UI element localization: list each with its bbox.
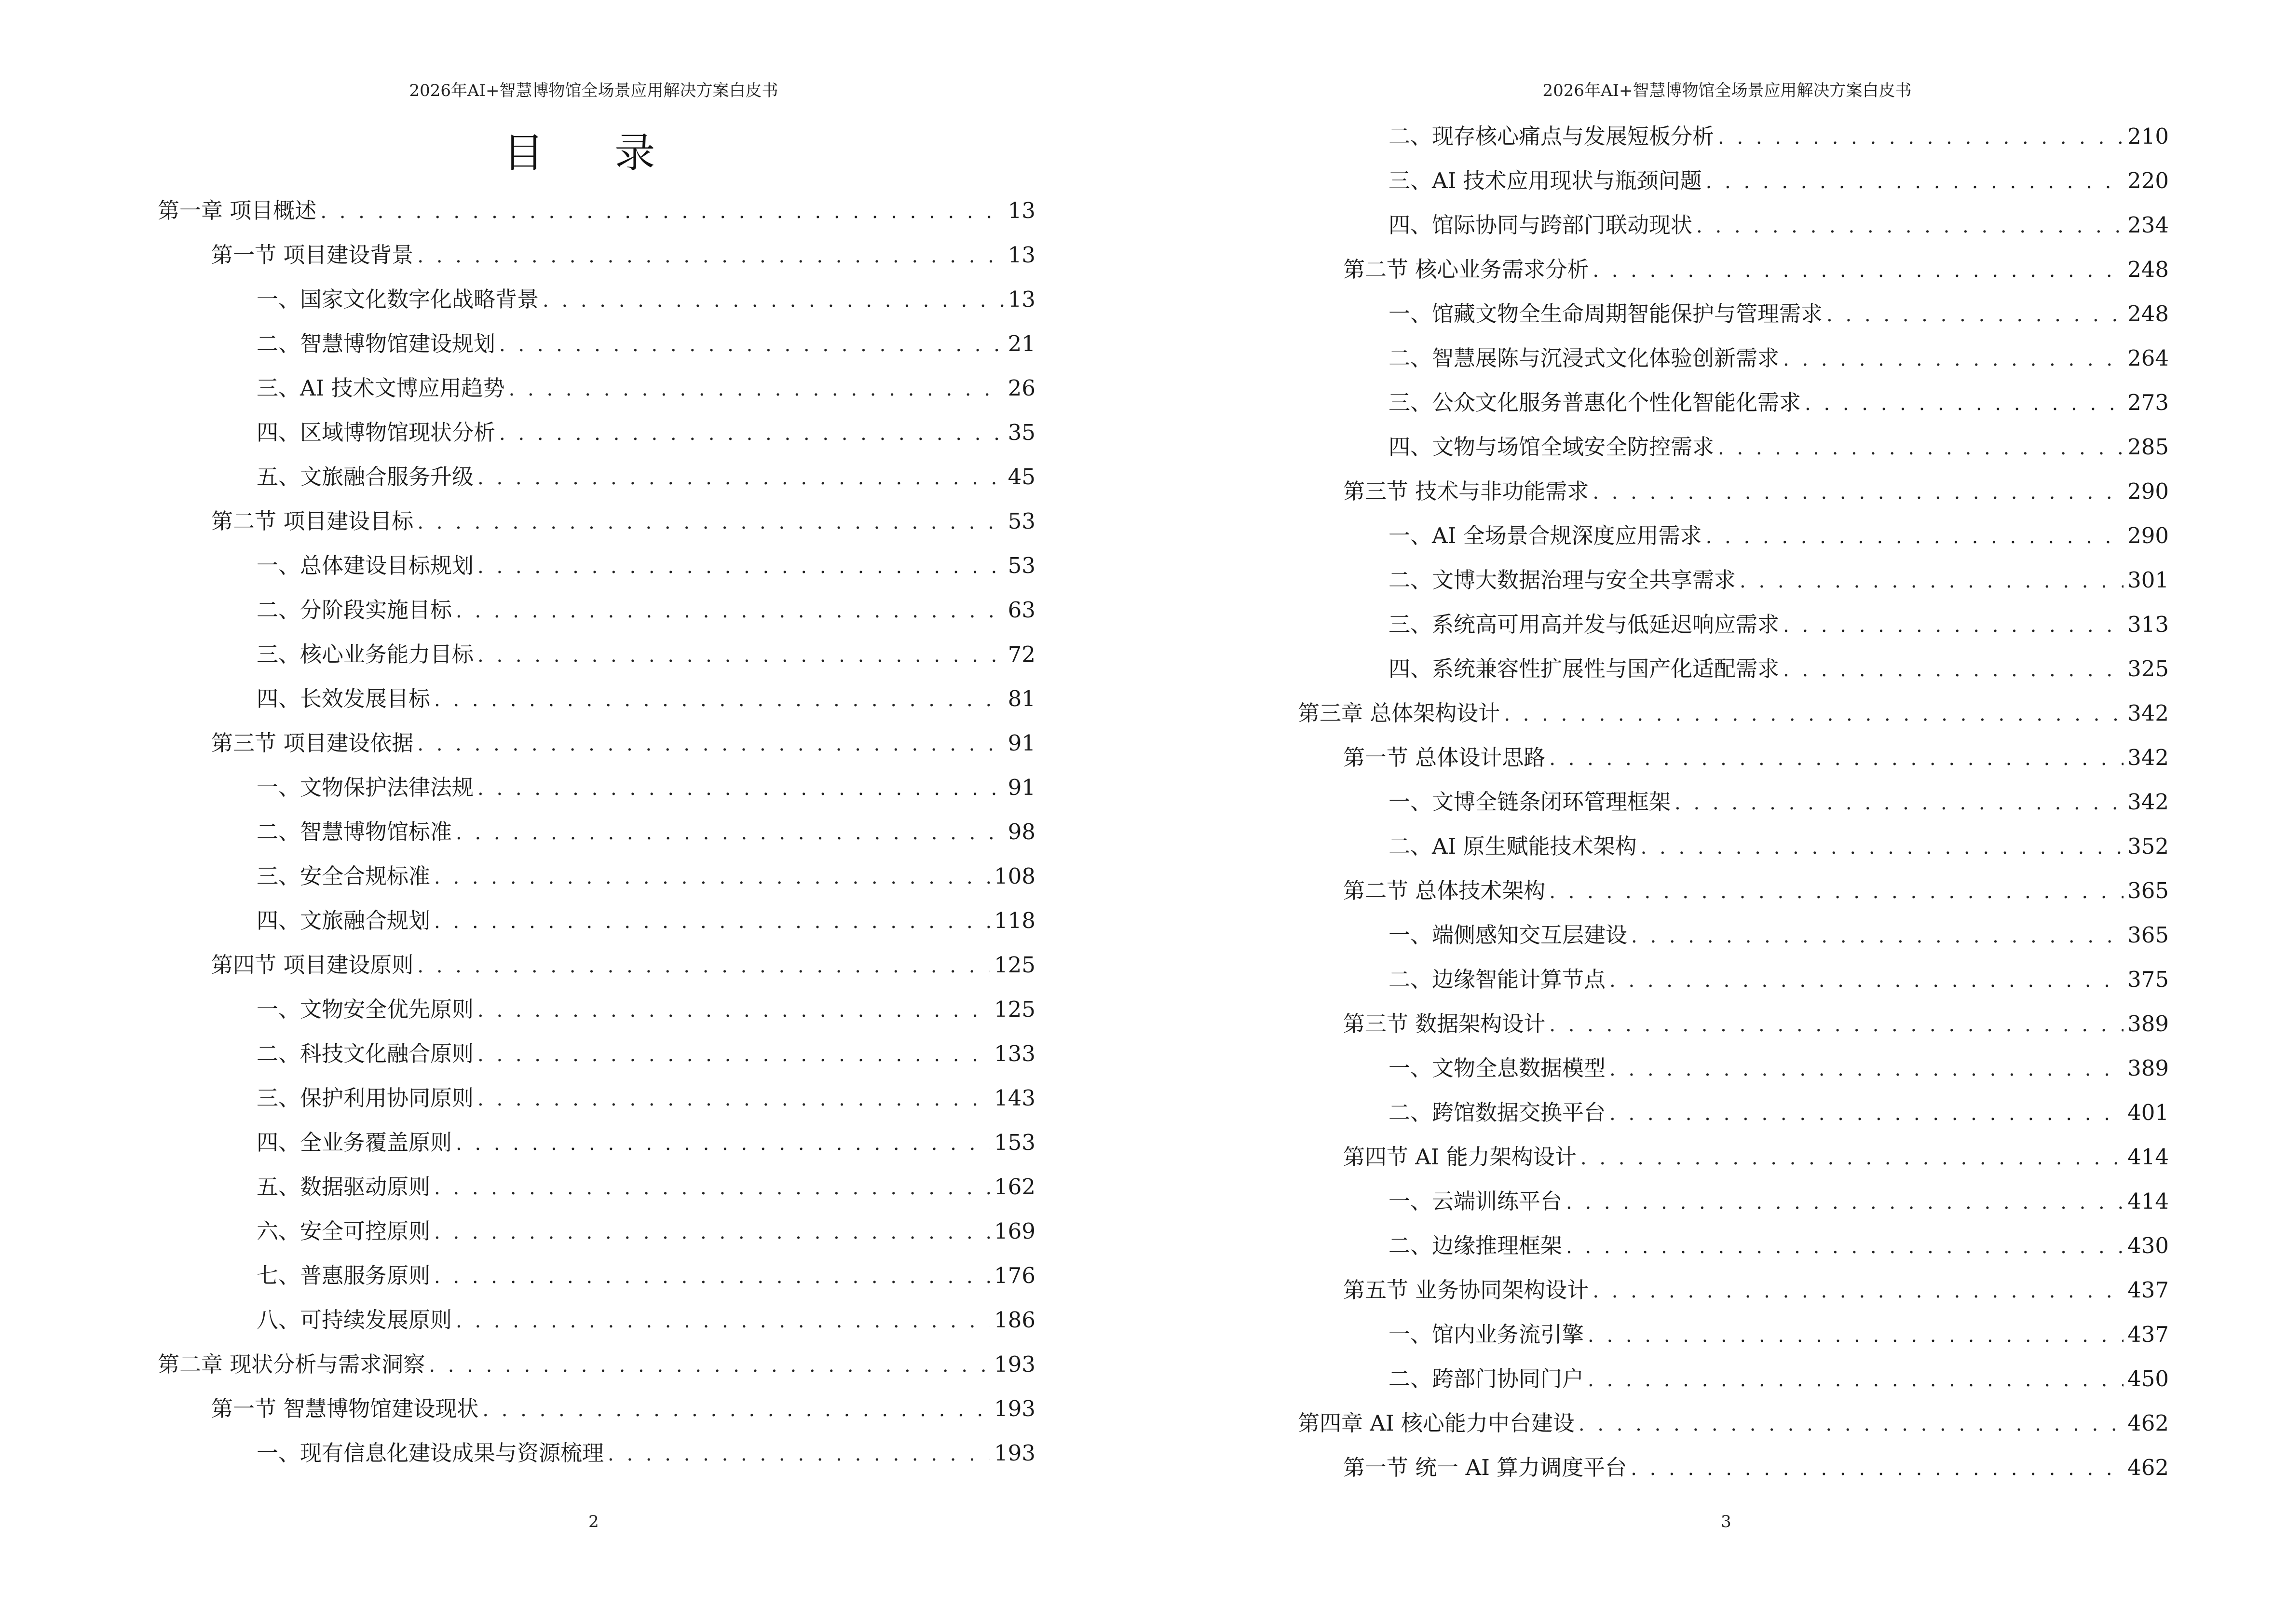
- toc-entry-section[interactable]: [1343, 474, 2169, 503]
- toc-entry-page: 108: [994, 863, 1035, 889]
- toc-entry-label: 八、可持续发展原则: [257, 1307, 452, 1333]
- toc-entry-page: 342: [2127, 700, 2169, 726]
- toc-entry-label: 三、公众文化服务普惠化个性化智能化需求: [1389, 390, 1801, 415]
- running-header: 2026年AI+智慧博物馆全场景应用解决方案白皮书: [1542, 81, 1912, 100]
- running-header: 2026年AI+智慧博物馆全场景应用解决方案白皮书: [409, 81, 778, 100]
- dot-leader: [1631, 925, 2124, 947]
- toc-entry-page: 63: [1007, 597, 1035, 623]
- toc-entry-page: 91: [1007, 730, 1035, 756]
- toc-entry-page: 414: [2127, 1144, 2169, 1170]
- toc-entry-page: 462: [2127, 1410, 2169, 1436]
- toc-entry-item[interactable]: [257, 859, 1035, 887]
- toc-entry-label: 第二章 现状分析与需求洞察: [158, 1351, 425, 1377]
- toc-entry-page: 125: [994, 952, 1035, 978]
- dot-leader: [417, 955, 990, 977]
- toc-entry-item[interactable]: [257, 415, 1035, 444]
- toc-entry-item[interactable]: [257, 637, 1035, 666]
- toc-entry-page: 186: [994, 1307, 1035, 1333]
- toc-entry-page: 414: [2127, 1188, 2169, 1214]
- dot-leader: [1609, 969, 2124, 992]
- toc-entry-label: 三、AI 技术应用现状与瓶颈问题: [1389, 168, 1702, 193]
- right-page: [1144, 0, 2287, 1624]
- dot-leader: [477, 644, 1004, 667]
- toc-entry-label: 第四节 AI 能力架构设计: [1343, 1144, 1577, 1170]
- dot-leader: [434, 866, 990, 888]
- toc-entry-item[interactable]: [1389, 119, 2169, 148]
- toc-entry-label: 六、安全可控原则: [257, 1218, 431, 1244]
- toc-entry-page: 365: [2127, 878, 2169, 903]
- toc-entry-label: 第三节 技术与非功能需求: [1343, 478, 1589, 504]
- dot-leader: [1593, 481, 2124, 504]
- dot-leader: [1566, 1236, 2124, 1258]
- toc-entry-page: 162: [994, 1174, 1035, 1200]
- toc-entry-page: 193: [994, 1440, 1035, 1466]
- toc-entry-item[interactable]: [1389, 1095, 2169, 1124]
- toc-entry-item[interactable]: [257, 1169, 1035, 1198]
- dot-leader: [1674, 792, 2124, 814]
- toc-entry-page: 389: [2127, 1055, 2169, 1081]
- toc-entry-page: 91: [1007, 775, 1035, 800]
- toc-entry-page: 401: [2127, 1100, 2169, 1125]
- toc-entry-label: 第四章 AI 核心能力中台建设: [1298, 1410, 1575, 1436]
- dot-leader: [1593, 259, 2124, 282]
- toc-entry-label: 二、智慧展陈与沉浸式文化体验创新需求: [1389, 345, 1780, 371]
- toc-entry-label: 一、文物安全优先原则: [257, 996, 474, 1022]
- toc-entry-page: 210: [2127, 123, 2169, 149]
- toc-entry-item[interactable]: [257, 770, 1035, 799]
- toc-entry-page: 290: [2127, 523, 2169, 548]
- toc-entry-item[interactable]: [1389, 163, 2169, 192]
- dot-leader: [429, 1354, 990, 1377]
- toc-entry-item[interactable]: [257, 1125, 1035, 1154]
- toc-entry-item[interactable]: [1389, 1228, 2169, 1257]
- toc-entry-section[interactable]: [211, 237, 1035, 266]
- toc-entry-label: 一、文物保护法律法规: [257, 775, 474, 800]
- toc-entry-item[interactable]: [257, 903, 1035, 932]
- toc-entry-label: 第四节 项目建设原则: [211, 952, 414, 978]
- toc-entry-item[interactable]: [257, 1080, 1035, 1109]
- page-number: 3: [1721, 1512, 1731, 1531]
- toc-entry-page: 273: [2127, 390, 2169, 415]
- toc-entry-item[interactable]: [257, 1036, 1035, 1065]
- toc-entry-section[interactable]: [1343, 873, 2169, 902]
- toc-entry-section[interactable]: [1343, 1139, 2169, 1168]
- toc-entry-page: 169: [994, 1218, 1035, 1244]
- toc-entry-item[interactable]: [1389, 296, 2169, 325]
- toc-entry-label: 四、全业务覆盖原则: [257, 1130, 452, 1155]
- dot-leader: [1718, 126, 2124, 149]
- toc-entry-label: 第一节 项目建设背景: [211, 242, 414, 268]
- toc-entry-page: 450: [2127, 1366, 2169, 1392]
- toc-entry-page: 430: [2127, 1233, 2169, 1258]
- toc-entry-label: 一、馆内业务流引擎: [1389, 1322, 1584, 1347]
- toc-entry-label: 三、系统高可用高并发与低延迟响应需求: [1389, 612, 1780, 637]
- toc-entry-label: 二、分阶段实施目标: [257, 597, 452, 623]
- dot-leader: [417, 245, 1004, 267]
- toc-entry-chapter[interactable]: [1298, 696, 2169, 724]
- dot-leader: [1706, 526, 2124, 548]
- toc-entry-item[interactable]: [1389, 341, 2169, 369]
- toc-entry-page: 35: [1007, 420, 1035, 445]
- toc-title: 目 录: [503, 129, 684, 177]
- toc-entry-label: 二、跨部门协同门户: [1389, 1366, 1584, 1392]
- toc-entry-item[interactable]: [1389, 1317, 2169, 1346]
- toc-entry-label: 二、边缘推理框架: [1389, 1233, 1563, 1258]
- dot-leader: [456, 1310, 990, 1332]
- dot-leader: [499, 423, 1004, 445]
- dot-leader: [1588, 1369, 2124, 1391]
- toc-entry-label: 七、普惠服务原则: [257, 1263, 431, 1288]
- dot-leader: [499, 334, 1004, 356]
- toc-entry-label: 第三章 总体架构设计: [1298, 700, 1500, 726]
- toc-entry-label: 四、长效发展目标: [257, 686, 431, 711]
- toc-entry-item[interactable]: [257, 282, 1035, 311]
- dot-leader: [1805, 393, 2124, 415]
- dot-leader: [1579, 1413, 2124, 1435]
- dot-leader: [1740, 570, 2124, 592]
- dot-leader: [482, 1399, 990, 1421]
- dot-leader: [417, 511, 1004, 533]
- toc-entry-label: 三、保护利用协同原则: [257, 1085, 474, 1111]
- toc-entry-label: 二、文博大数据治理与安全共享需求: [1389, 567, 1736, 593]
- toc-entry-page: 462: [2127, 1455, 2169, 1480]
- toc-entry-label: 一、端侧感知交互层建设: [1389, 922, 1628, 948]
- toc-entry-label: 第二节 项目建设目标: [211, 508, 414, 534]
- dot-leader: [477, 1088, 990, 1110]
- toc-entry-page: 98: [1007, 819, 1035, 845]
- toc-entry-item[interactable]: [257, 814, 1035, 843]
- dot-leader: [1718, 437, 2124, 459]
- toc-entry-label: 二、边缘智能计算节点: [1389, 967, 1606, 992]
- toc-entry-page: 248: [2127, 257, 2169, 282]
- toc-entry-page: 342: [2127, 745, 2169, 770]
- toc-entry-label: 二、智慧博物馆建设规划: [257, 331, 496, 356]
- toc-entry-page: 352: [2127, 833, 2169, 859]
- dot-leader: [434, 1177, 990, 1199]
- dot-leader: [608, 1443, 990, 1465]
- toc-entry-page: 285: [2127, 434, 2169, 460]
- dot-leader: [456, 600, 1004, 622]
- toc-entry-page: 176: [994, 1263, 1035, 1288]
- toc-entry-page: 45: [1007, 464, 1035, 490]
- toc-entry-section[interactable]: [1343, 1272, 2169, 1301]
- toc-entry-item[interactable]: [1389, 784, 2169, 813]
- dot-leader: [1631, 1458, 2124, 1480]
- toc-entry-item[interactable]: [257, 681, 1035, 710]
- toc-entry-item[interactable]: [1389, 962, 2169, 991]
- dot-leader: [1826, 304, 2124, 326]
- page-number: 2: [588, 1512, 599, 1531]
- toc-entry-label: 二、AI 原生赋能技术架构: [1389, 833, 1637, 859]
- toc-entry-label: 五、文旅融合服务升级: [257, 464, 474, 490]
- toc-entry-item[interactable]: [1389, 429, 2169, 458]
- toc-entry-item[interactable]: [1389, 829, 2169, 858]
- toc-entry-item[interactable]: [257, 459, 1035, 488]
- toc-entry-label: 二、智慧博物馆标准: [257, 819, 452, 845]
- dot-leader: [1706, 171, 2124, 193]
- dot-leader: [543, 289, 1004, 312]
- dot-leader: [1566, 1191, 2124, 1214]
- toc-entry-item[interactable]: [257, 1435, 1035, 1464]
- toc-entry-page: 13: [1007, 242, 1035, 268]
- toc-entry-item[interactable]: [257, 992, 1035, 1021]
- toc-entry-chapter[interactable]: [158, 193, 1035, 222]
- toc-entry-page: 193: [994, 1351, 1035, 1377]
- toc-entry-section[interactable]: [211, 504, 1035, 532]
- toc-entry-item[interactable]: [257, 548, 1035, 577]
- dot-leader: [477, 556, 1004, 578]
- toc-entry-label: 五、数据驱动原则: [257, 1174, 431, 1200]
- dot-leader: [1783, 348, 2124, 370]
- dot-leader: [1549, 748, 2124, 770]
- dot-leader: [1609, 1058, 2124, 1080]
- dot-leader: [1549, 1014, 2124, 1036]
- toc-entry-label: 二、跨馆数据交换平台: [1389, 1100, 1606, 1125]
- dot-leader: [434, 689, 1004, 711]
- toc-entry-page: 143: [994, 1085, 1035, 1111]
- toc-entry-label: 四、馆际协同与跨部门联动现状: [1389, 212, 1693, 238]
- toc-entry-section[interactable]: [1343, 1450, 2169, 1479]
- toc-entry-label: 四、文旅融合规划: [257, 908, 431, 933]
- toc-entry-chapter[interactable]: [158, 1347, 1035, 1376]
- toc-entry-label: 第一节 统一 AI 算力调度平台: [1343, 1455, 1627, 1480]
- dot-leader: [434, 1221, 990, 1243]
- toc-entry-label: 三、核心业务能力目标: [257, 641, 474, 667]
- dot-leader: [1609, 1103, 2124, 1125]
- dot-leader: [509, 378, 1004, 400]
- toc-entry-page: 72: [1007, 641, 1035, 667]
- dot-leader: [434, 911, 990, 933]
- toc-entry-label: 三、AI 技术文博应用趋势: [257, 375, 505, 401]
- toc-entry-page: 133: [994, 1041, 1035, 1066]
- toc-entry-section[interactable]: [211, 725, 1035, 754]
- toc-entry-page: 301: [2127, 567, 2169, 593]
- dot-leader: [456, 822, 1004, 844]
- toc-entry-label: 第二节 总体技术架构: [1343, 878, 1546, 903]
- toc-entry-item[interactable]: [1389, 607, 2169, 636]
- dot-leader: [477, 999, 990, 1022]
- toc-entry-page: 375: [2127, 967, 2169, 992]
- toc-entry-item[interactable]: [1389, 518, 2169, 547]
- toc-entry-chapter[interactable]: [1298, 1406, 2169, 1434]
- toc-entry-item[interactable]: [1389, 651, 2169, 680]
- toc-entry-item[interactable]: [1389, 207, 2169, 236]
- toc-entry-item[interactable]: [1389, 1184, 2169, 1213]
- toc-entry-label: 第三节 数据架构设计: [1343, 1011, 1546, 1037]
- toc-entry-label: 一、馆藏文物全生命周期智能保护与管理需求: [1389, 301, 1823, 327]
- toc-entry-page: 365: [2127, 922, 2169, 948]
- toc-entry-page: 21: [1007, 331, 1035, 356]
- dot-leader: [1588, 1324, 2124, 1347]
- toc-entry-page: 13: [1007, 198, 1035, 223]
- toc-entry-label: 一、国家文化数字化战略背景: [257, 287, 539, 312]
- toc-entry-label: 三、安全合规标准: [257, 863, 431, 889]
- toc-entry-item[interactable]: [1389, 562, 2169, 591]
- toc-entry-page: 437: [2127, 1277, 2169, 1303]
- dot-leader: [477, 1044, 990, 1066]
- toc-entry-section[interactable]: [1343, 740, 2169, 769]
- toc-entry-page: 234: [2127, 212, 2169, 238]
- toc-entry-page: 26: [1007, 375, 1035, 401]
- toc-entry-item[interactable]: [257, 592, 1035, 621]
- toc-entry-label: 第三节 项目建设依据: [211, 730, 414, 756]
- dot-leader: [477, 467, 1004, 489]
- dot-leader: [1783, 659, 2124, 681]
- toc-entry-page: 313: [2127, 612, 2169, 637]
- toc-entry-item[interactable]: [1389, 385, 2169, 414]
- toc-entry-page: 13: [1007, 287, 1035, 312]
- dot-leader: [1504, 703, 2124, 725]
- dot-leader: [1783, 614, 2124, 637]
- toc-entry-label: 一、总体建设目标规划: [257, 553, 474, 578]
- toc-entry-label: 第一节 总体设计思路: [1343, 745, 1546, 770]
- toc-entry-item[interactable]: [257, 1302, 1035, 1331]
- toc-entry-item[interactable]: [1389, 917, 2169, 946]
- toc-entry-label: 第二节 核心业务需求分析: [1343, 257, 1589, 282]
- toc-entry-label: 一、现有信息化建设成果与资源梳理: [257, 1440, 604, 1466]
- toc-entry-label: 四、文物与场馆全域安全防控需求: [1389, 434, 1715, 460]
- toc-entry-page: 264: [2127, 345, 2169, 371]
- toc-entry-page: 220: [2127, 168, 2169, 193]
- toc-entry-item[interactable]: [1389, 1361, 2169, 1390]
- toc-entry-page: 118: [994, 908, 1035, 933]
- toc-entry-page: 81: [1007, 686, 1035, 711]
- dot-leader: [320, 201, 1004, 223]
- toc-entry-label: 二、现存核心痛点与发展短板分析: [1389, 123, 1715, 149]
- toc-entry-page: 437: [2127, 1322, 2169, 1347]
- toc-entry-item[interactable]: [257, 326, 1035, 355]
- toc-entry-label: 一、文博全链条闭环管理框架: [1389, 789, 1671, 815]
- toc-entry-label: 一、文物全息数据模型: [1389, 1055, 1606, 1081]
- dot-leader: [1580, 1147, 2124, 1169]
- toc-entry-section[interactable]: [1343, 1006, 2169, 1035]
- toc-entry-label: 一、云端训练平台: [1389, 1188, 1563, 1214]
- toc-entry-page: 193: [994, 1396, 1035, 1421]
- toc-entry-label: 四、系统兼容性扩展性与国产化适配需求: [1389, 656, 1780, 682]
- toc-entry-label: 第一章 项目概述: [158, 198, 317, 223]
- toc-entry-page: 53: [1007, 508, 1035, 534]
- dot-leader: [434, 1266, 990, 1288]
- dot-leader: [456, 1133, 990, 1155]
- dot-leader: [1696, 215, 2124, 237]
- toc-entry-label: 四、区域博物馆现状分析: [257, 420, 496, 445]
- dot-leader: [1593, 1280, 2124, 1302]
- toc-entry-label: 第一节 智慧博物馆建设现状: [211, 1396, 479, 1421]
- toc-entry-page: 389: [2127, 1011, 2169, 1037]
- toc-entry-page: 342: [2127, 789, 2169, 815]
- toc-entry-label: 一、AI 全场景合规深度应用需求: [1389, 523, 1702, 548]
- toc-entry-section[interactable]: [211, 947, 1035, 976]
- toc-entry-section[interactable]: [1343, 252, 2169, 281]
- toc-entry-item[interactable]: [257, 1214, 1035, 1242]
- toc-entry-page: 290: [2127, 478, 2169, 504]
- toc-entry-item[interactable]: [257, 1258, 1035, 1287]
- dot-leader: [1641, 836, 2124, 859]
- toc-entry-page: 53: [1007, 553, 1035, 578]
- toc-entry-section[interactable]: [211, 1391, 1035, 1420]
- toc-entry-item[interactable]: [257, 370, 1035, 399]
- toc-entry-label: 第五节 业务协同架构设计: [1343, 1277, 1589, 1303]
- toc-entry-page: 153: [994, 1130, 1035, 1155]
- toc-entry-label: 二、科技文化融合原则: [257, 1041, 474, 1066]
- dot-leader: [477, 778, 1004, 800]
- toc-entry-page: 325: [2127, 656, 2169, 682]
- dot-leader: [417, 733, 1004, 755]
- toc-entry-page: 125: [994, 996, 1035, 1022]
- dot-leader: [1549, 881, 2124, 903]
- toc-entry-page: 248: [2127, 301, 2169, 327]
- toc-entry-item[interactable]: [1389, 1051, 2169, 1079]
